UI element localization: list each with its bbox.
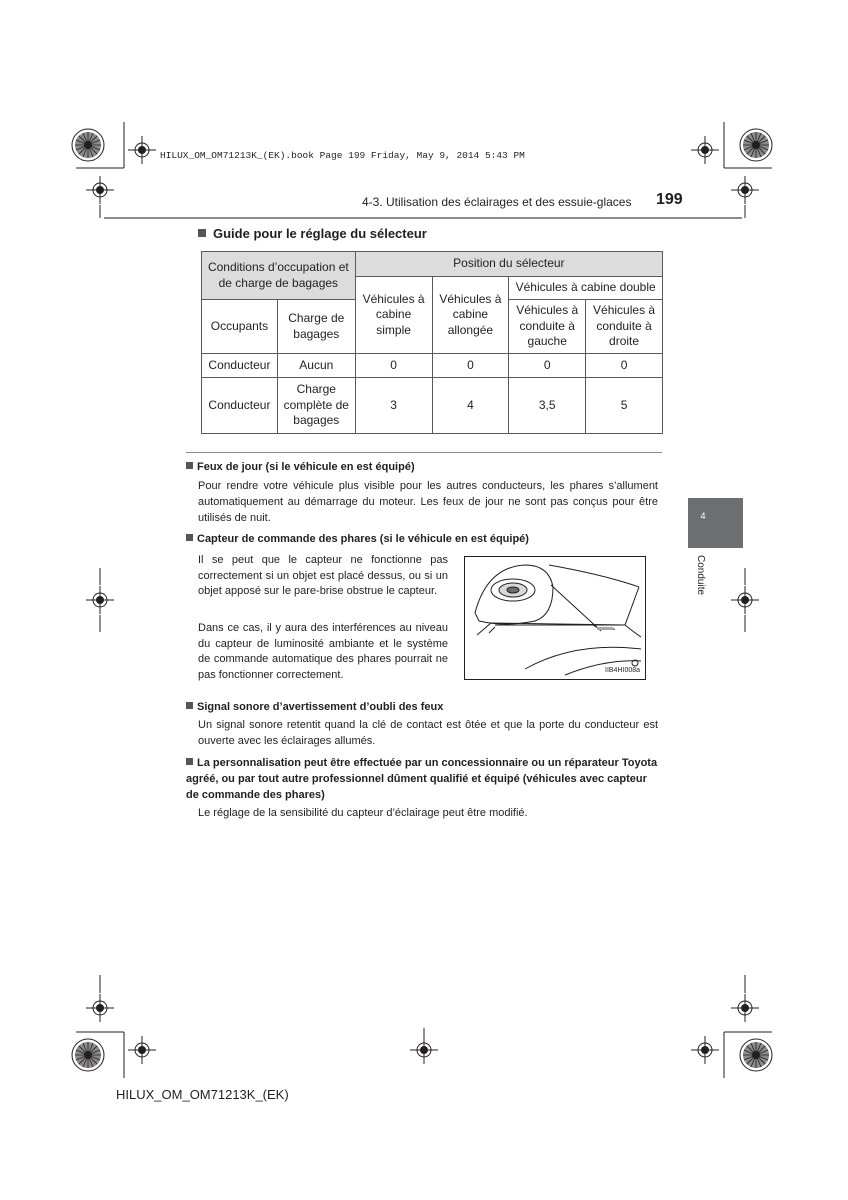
right-drive-header: Véhicules à conduite à droite bbox=[586, 300, 663, 354]
square-bullet-icon bbox=[186, 462, 193, 469]
conditions-header: Conditions d’occupation et de charge de bagages bbox=[202, 252, 356, 300]
extended-cab-header: Véhicules à cabine allongée bbox=[432, 277, 509, 354]
load-cell: Charge complète de bagages bbox=[277, 378, 355, 434]
page-number: 199 bbox=[656, 191, 683, 208]
daylight-heading bbox=[186, 461, 415, 473]
sensor-heading bbox=[186, 533, 529, 545]
extended-cab-value: 0 bbox=[432, 354, 509, 378]
position-header: Position du sélecteur bbox=[355, 252, 662, 277]
double-cab-header: Véhicules à cabine double bbox=[509, 277, 663, 300]
occupants-header: Occupants bbox=[202, 300, 278, 354]
left-drive-header: Véhicules à conduite à gauche bbox=[509, 300, 586, 354]
chapter-side-label: Conduite bbox=[695, 555, 706, 596]
square-bullet-icon bbox=[186, 758, 193, 765]
signal-heading-text: Signal sonore d’avertissement d’oubli des feux bbox=[197, 701, 444, 713]
dashboard-sensor-illustration bbox=[465, 557, 645, 679]
square-bullet-icon bbox=[186, 702, 193, 709]
section-title bbox=[198, 226, 427, 241]
chapter-side-tab bbox=[688, 498, 743, 548]
custom-text: Le réglage de la sensibilité du capteur d’éclairage peut être modifié. bbox=[198, 807, 528, 819]
daylight-heading-text: Feux de jour (si le véhicule en est équipé) bbox=[197, 461, 415, 473]
right-drive-value: 5 bbox=[586, 378, 663, 434]
single-cab-value: 0 bbox=[355, 354, 432, 378]
section-separator bbox=[186, 452, 662, 453]
sensor-text-1: Il se peut que le capteur ne fonctionne pas correctement si un objet est placé dessus, ou si un objet apposé sur le pare-brise obstrue le capteur. bbox=[198, 554, 448, 597]
table-row bbox=[202, 378, 663, 434]
table-row bbox=[202, 354, 663, 378]
signal-heading bbox=[186, 701, 443, 713]
right-drive-value: 0 bbox=[586, 354, 663, 378]
signal-text: Un signal sonore retentit quand la clé de contact est ôtée et que la porte du conducteur est ouverte avec les éclairages allumés. bbox=[198, 719, 658, 747]
single-cab-value: 3 bbox=[355, 378, 432, 434]
load-cell: Aucun bbox=[277, 354, 355, 378]
custom-heading-text: La personnalisation peut être effectuée par un concessionnaire ou un réparateur Toyota agréé, ou par tout autre professionnel dûment qualifié et équipé (véhicules avec capteur de commande des phares) bbox=[186, 757, 658, 801]
occupant-cell: Conducteur bbox=[202, 378, 278, 434]
chapter-heading: 4-3. Utilisation des éclairages et des essuie-glaces bbox=[362, 195, 632, 209]
book-info-line: HILUX_OM_OM71213K_(EK).book Page 199 Friday, May 9, 2014 5:43 PM bbox=[160, 150, 525, 161]
footer-code: HILUX_OM_OM71213K_(EK) bbox=[116, 1087, 289, 1102]
figure-code: IIB4HI008a bbox=[605, 667, 641, 674]
sensor-illustration bbox=[464, 556, 646, 680]
square-bullet-icon bbox=[198, 229, 206, 237]
selector-guide-table bbox=[201, 251, 663, 434]
header-rule bbox=[104, 217, 742, 219]
extended-cab-value: 4 bbox=[432, 378, 509, 434]
square-bullet-icon bbox=[186, 534, 193, 541]
occupant-cell: Conducteur bbox=[202, 354, 278, 378]
left-drive-value: 3,5 bbox=[509, 378, 586, 434]
sensor-heading-text: Capteur de commande des phares (si le véhicule en est équipé) bbox=[197, 533, 529, 545]
load-header: Charge de bagages bbox=[277, 300, 355, 354]
left-drive-value: 0 bbox=[509, 354, 586, 378]
custom-heading bbox=[186, 755, 662, 803]
section-title-text: Guide pour le réglage du sélecteur bbox=[213, 226, 427, 241]
chapter-number: 4 bbox=[700, 511, 706, 521]
single-cab-header: Véhicules à cabine simple bbox=[355, 277, 432, 354]
daylight-text: Pour rendre votre véhicule plus visible pour les autres conducteurs, les phares s’allument automatiquement au démarrage du moteur. Les feux de jour ne sont pas conçus pour être utilisés de nuit. bbox=[198, 480, 658, 524]
sensor-text-2: Dans ce cas, il y aura des interférences au niveau du capteur de luminosité ambiante et le système de commande automatique des phares pourrait ne pas fonctionner correctement. bbox=[198, 622, 448, 681]
